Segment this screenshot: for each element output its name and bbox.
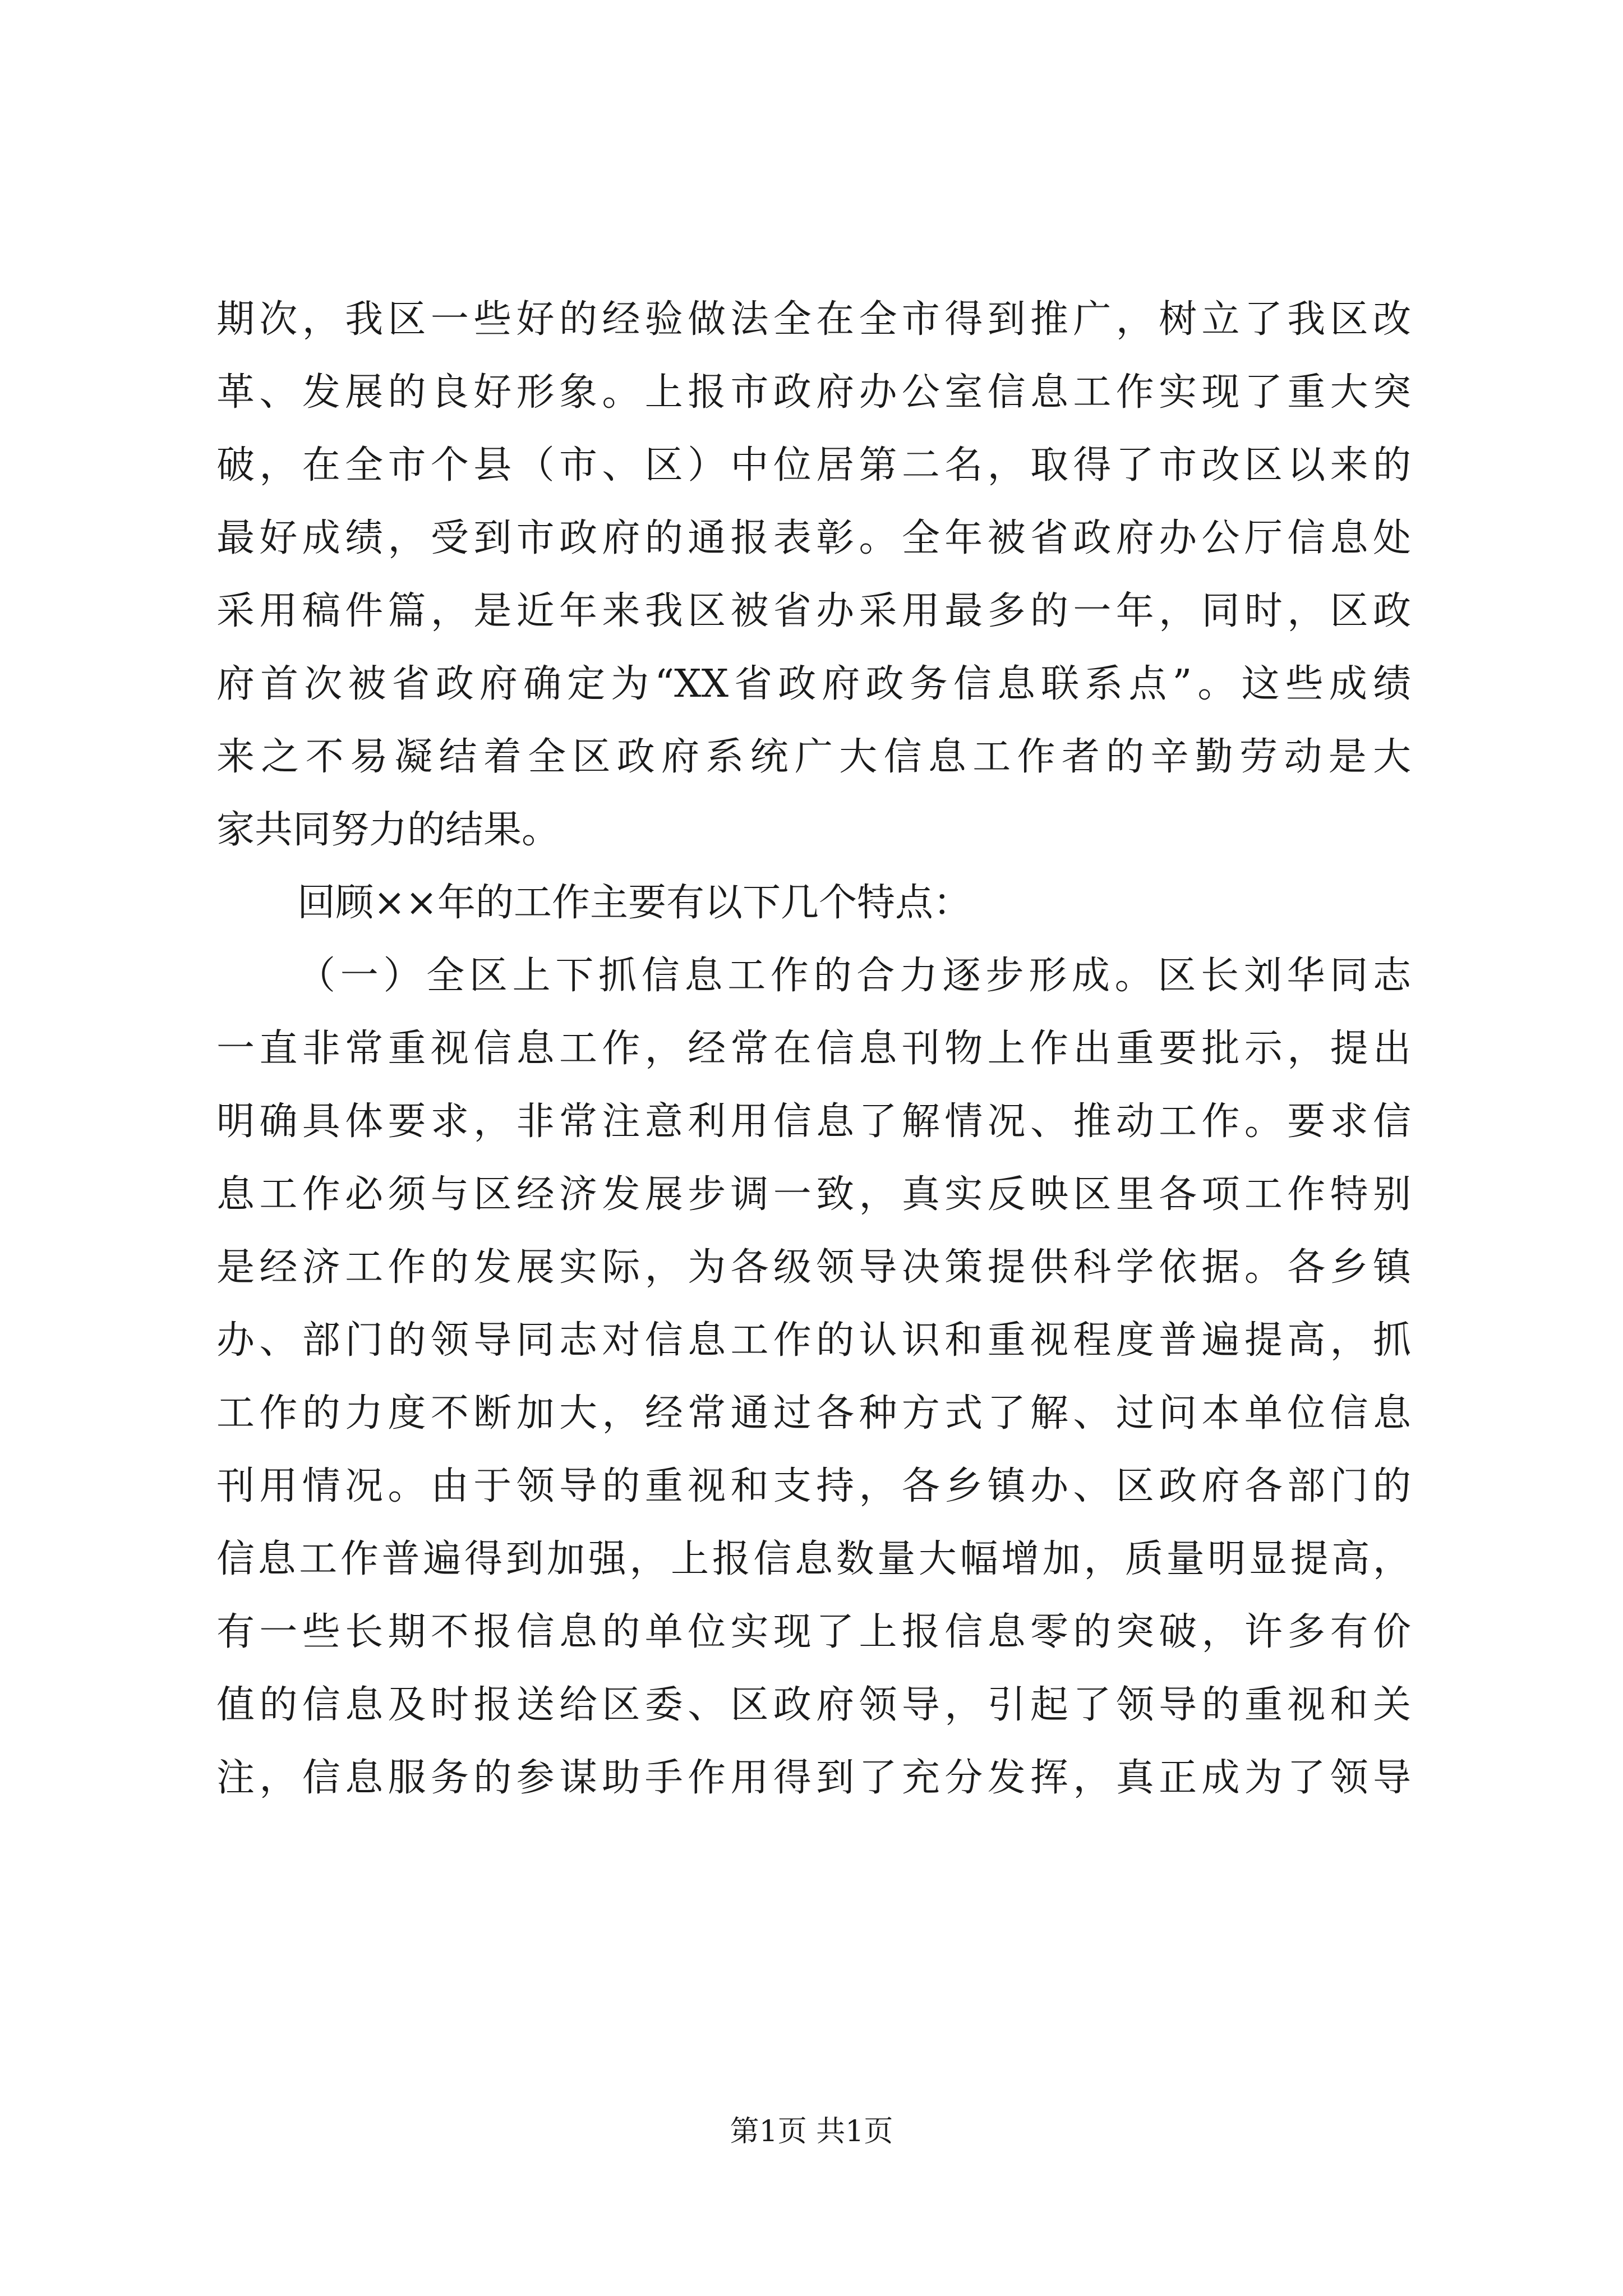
text-line: 破，在全市个县（市、区）中位居第二名，取得了市改区以来的 (216, 443, 1411, 487)
text-line: 最好成绩，受到市政府的通报表彰。全年被省政府办公厅信息处 (216, 516, 1411, 560)
text-line: 采用稿件篇，是近年来我区被省办采用最多的一年，同时，区政 (216, 589, 1411, 633)
text-line: 有一些长期不报信息的单位实现了上报信息零的突破，许多有价 (216, 1610, 1411, 1654)
text-line: 注，信息服务的参谋助手作用得到了充分发挥，真正成为了领导 (216, 1756, 1411, 1800)
text-line: 是经济工作的发展实际，为各级领导决策提供科学依据。各乡镇 (216, 1245, 1411, 1290)
text-line: 回顾××年的工作主要有以下几个特点： (297, 881, 971, 925)
text-line: 革、发展的良好形象。上报市政府办公室信息工作实现了重大突 (216, 370, 1411, 415)
text-line: 期次，我区一些好的经验做法全在全市得到推广，树立了我区改 (216, 297, 1411, 342)
text-line: 来之不易凝结着全区政府系统广大信息工作者的辛勤劳动是大 (216, 735, 1411, 779)
text-line: （一）全区上下抓信息工作的合力逐步形成。区长刘华同志 (297, 954, 1411, 998)
text-line: 办、部门的领导同志对信息工作的认识和重视程度普遍提高，抓 (216, 1318, 1411, 1363)
text-line: 家共同努力的结果。 (216, 808, 560, 852)
text-line: 信息工作普遍得到加强，上报信息数量大幅增加，质量明显提高， (216, 1537, 1411, 1581)
text-line: 息工作必须与区经济发展步调一致，真实反映区里各项工作特别 (216, 1172, 1411, 1217)
text-line: 府首次被省政府确定为“XX省政府政务信息联系点”。这些成绩 (216, 662, 1411, 706)
text-line: 工作的力度不断加大，经常通过各种方式了解、过问本单位信息 (216, 1391, 1411, 1435)
page-footer: 第1页 共1页 (730, 2115, 893, 2148)
text-line: 刊用情况。由于领导的重视和支持，各乡镇办、区政府各部门的 (216, 1464, 1411, 1508)
text-line: 一直非常重视信息工作，经常在信息刊物上作出重要批示，提出 (216, 1027, 1411, 1071)
text-line: 值的信息及时报送给区委、区政府领导，引起了领导的重视和关 (216, 1683, 1411, 1727)
text-line: 明确具体要求，非常注意利用信息了解情况、推动工作。要求信 (216, 1099, 1411, 1144)
